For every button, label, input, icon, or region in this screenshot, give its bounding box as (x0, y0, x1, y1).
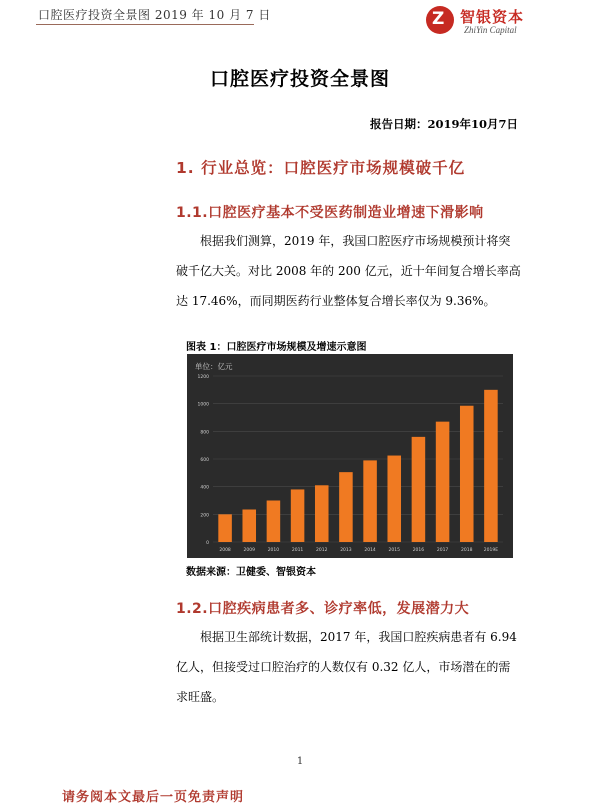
document-title: 口腔医疗投资全景图 (209, 68, 390, 90)
x-tick-label: 2013 (340, 548, 352, 553)
paragraph-line: 亿人，但接受过口腔治疗的人数仅有 0.32 亿人，市场潜在的需 (176, 660, 511, 674)
logo-icon (426, 6, 454, 34)
paragraph-line: 破千亿大关。对比 2008 年的 200 亿元，近十年间复合增长率高 (176, 264, 521, 278)
x-tick-label: 2011 (291, 548, 304, 553)
y-tick-label: 600 (200, 458, 209, 463)
section-1-2-heading: 1.2.口腔疾病患者多、诊疗率低，发展潜力大 (176, 601, 470, 617)
paragraph-line: 根据我们测算，2019 年，我国口腔医疗市场规模预计将突 (200, 234, 511, 248)
bar (267, 501, 281, 543)
x-tick-label: 2019E (483, 548, 499, 553)
y-tick-label: 400 (200, 485, 209, 491)
section-1-1-paragraph (176, 226, 521, 316)
market-size-bar-chart (187, 354, 513, 558)
bar (484, 390, 498, 542)
disclaimer-note: 请务阅本文最后一页免责声明 (62, 790, 245, 805)
x-tick-label: 2018 (461, 548, 473, 553)
figure-caption: 图表 1：口腔医疗市场规模及增速示意图 (186, 342, 367, 353)
x-tick-label: 2014 (364, 548, 376, 553)
company-logo (426, 6, 554, 36)
bar (242, 509, 256, 542)
x-tick-label: 2010 (267, 548, 280, 553)
bar (363, 460, 377, 542)
logo-mark: Z (432, 9, 445, 29)
y-tick-label: 1000 (197, 402, 209, 408)
bar (460, 406, 474, 542)
figure-source: 数据来源：卫健委、智银资本 (186, 567, 316, 578)
x-tick-label: 2009 (243, 548, 255, 553)
x-tick-label: 2012 (316, 548, 328, 553)
bar (387, 456, 401, 542)
paragraph-line: 达 17.46%，而同期医药行业整体复合增长率仅为 9.36%。 (176, 294, 496, 308)
report-date: 报告日期：2019年10月7日 (369, 117, 518, 131)
chart-unit-label: 单位：亿元 (195, 362, 233, 371)
logo-name-en: ZhiYin Capital (464, 25, 517, 35)
header-rule (36, 24, 254, 25)
logo-name-cn: 智银资本 (460, 8, 525, 26)
bar (218, 514, 232, 542)
bar (412, 437, 426, 542)
x-tick-label: 2008 (219, 548, 231, 553)
bar (315, 485, 329, 542)
page-number: 1 (296, 756, 304, 767)
bar (436, 422, 450, 542)
y-tick-label: 200 (200, 513, 209, 519)
section-1-2-paragraph (176, 622, 517, 712)
paragraph-line: 求旺盛。 (176, 690, 225, 704)
y-tick-label: 0 (206, 541, 209, 546)
x-tick-label: 2015 (388, 548, 400, 553)
paragraph-line: 根据卫生部统计数据，2017 年，我国口腔疾病患者有 6.94 (200, 630, 517, 644)
y-tick-label: 800 (200, 430, 209, 436)
bar (339, 472, 353, 542)
x-tick-label: 2016 (412, 548, 425, 553)
bar (291, 489, 305, 542)
y-tick-label: 1200 (197, 375, 209, 380)
section-1-heading: 1. 行业总览：口腔医疗市场规模破千亿 (176, 159, 466, 177)
header-text: 口腔医疗投资全景图 2019 年 10 月 7 日 (38, 8, 271, 22)
section-1-1-heading: 1.1.口腔医疗基本不受医药制造业增速下滑影响 (176, 205, 484, 221)
x-tick-label: 2017 (436, 548, 449, 553)
